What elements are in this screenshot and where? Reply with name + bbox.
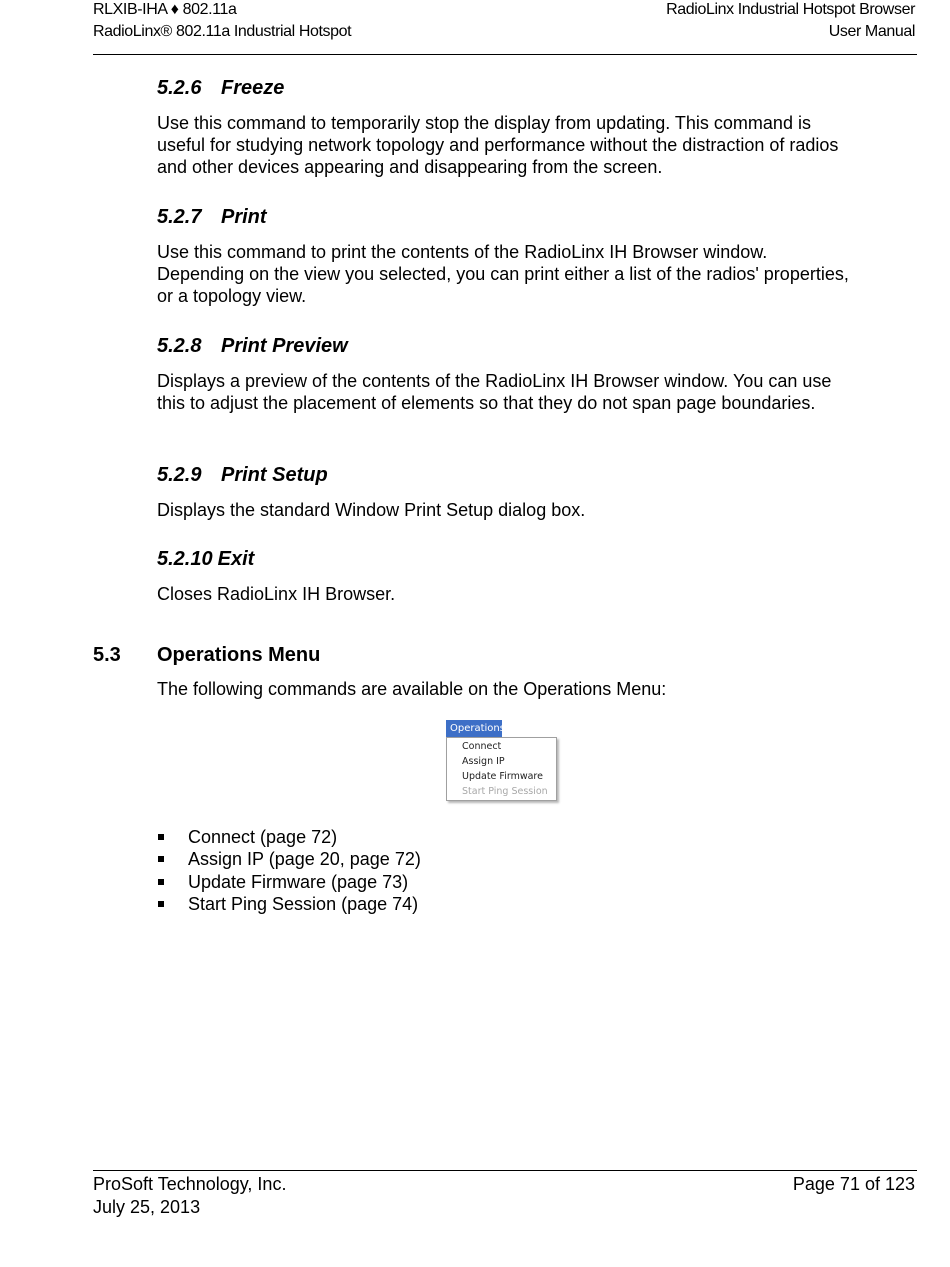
section-number: 5.2.6 bbox=[157, 77, 202, 99]
list-item-text: Update Firmware (page 73) bbox=[188, 871, 409, 892]
section-number: 5.2.9 bbox=[157, 464, 202, 486]
list-item bbox=[157, 893, 757, 915]
section-number: 5.2.8 bbox=[157, 335, 202, 357]
section-title: Print Setup bbox=[221, 464, 328, 486]
header-product-name: RadioLinx® 802.11a Industrial Hotspot bbox=[93, 23, 352, 40]
bullet-square-icon bbox=[158, 834, 164, 840]
bullet-square-icon bbox=[158, 879, 164, 885]
footer-date: July 25, 2013 bbox=[93, 1197, 201, 1217]
bullet-square-icon bbox=[158, 856, 164, 862]
page-footer bbox=[93, 1170, 917, 1217]
section-heading-exit bbox=[157, 548, 254, 571]
menu-title: Operations bbox=[446, 720, 502, 737]
header-product-code: RLXIB-IHA ♦ 802.11a bbox=[93, 1, 237, 18]
section-number: 5.2.10 bbox=[157, 548, 213, 570]
list-item-text: Assign IP (page 20, page 72) bbox=[188, 849, 421, 870]
header-document-title: RadioLinx Industrial Hotspot Browser bbox=[666, 1, 915, 18]
section-heading-print-preview bbox=[157, 335, 348, 358]
section-title: Freeze bbox=[221, 77, 285, 99]
section-body-exit: Closes RadioLinx IH Browser. bbox=[157, 584, 396, 604]
section-body-print: Use this command to print the contents of the RadioLinx IH Browser window. Depending on the view you selected, you can print either a list of the radios' properties, or a topology view. bbox=[157, 242, 849, 306]
page-header bbox=[93, 0, 917, 55]
section-title: Operations Menu bbox=[157, 644, 321, 666]
menu-dropdown bbox=[446, 737, 557, 801]
operations-menu-screenshot bbox=[446, 720, 560, 804]
section-title: Print Preview bbox=[221, 335, 348, 357]
section-number: 5.3 bbox=[93, 644, 121, 666]
section-body-print-setup: Displays the standard Window Print Setup dialog box. bbox=[157, 500, 586, 520]
list-item bbox=[157, 848, 757, 870]
section-heading-print bbox=[157, 206, 267, 229]
menu-item-assign-ip: Assign IP bbox=[462, 756, 505, 767]
bullet-square-icon bbox=[158, 901, 164, 907]
menu-item-update-firmware: Update Firmware bbox=[462, 771, 543, 782]
section-heading-print-setup bbox=[157, 464, 328, 487]
list-item-text: Connect (page 72) bbox=[188, 827, 338, 847]
menu-item-connect: Connect bbox=[462, 741, 502, 752]
section-number: 5.2.7 bbox=[157, 206, 202, 228]
header-document-type: User Manual bbox=[828, 23, 915, 40]
list-item bbox=[157, 871, 757, 893]
operations-command-list bbox=[157, 826, 757, 915]
menu-item-start-ping-session: Start Ping Session bbox=[462, 786, 548, 797]
section-body-freeze: Use this command to temporarily stop the display from updating. This command is useful for studying network topology and performance without the distraction of radios and other devices appearing and disappearing from the screen. bbox=[157, 113, 839, 177]
section-title: Exit bbox=[217, 548, 255, 570]
section-body-print-preview: Displays a preview of the contents of the RadioLinx IH Browser window. You can use this to adjust the placement of elements so that they do not span page boundaries. bbox=[157, 371, 832, 413]
section-title: Print bbox=[221, 206, 267, 228]
section-heading-freeze bbox=[157, 77, 284, 100]
footer-company: ProSoft Technology, Inc. bbox=[93, 1174, 287, 1194]
operations-intro: The following commands are available on the Operations Menu: bbox=[157, 679, 667, 699]
footer-page-number: Page 71 of 123 bbox=[792, 1174, 915, 1194]
section-heading-operations-menu bbox=[93, 644, 320, 667]
list-item-text: Start Ping Session (page 74) bbox=[188, 893, 419, 914]
list-item bbox=[157, 826, 757, 848]
